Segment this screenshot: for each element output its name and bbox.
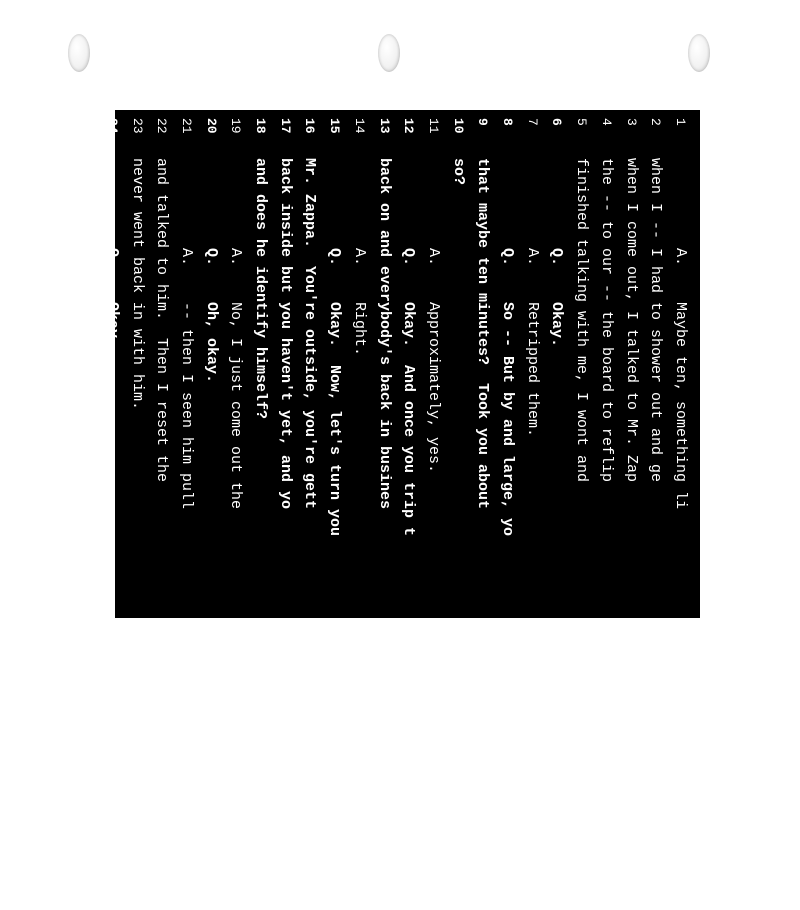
line-text: Q. Okay.	[103, 158, 121, 348]
transcript-line	[545, 110, 569, 910]
transcript-line	[619, 110, 643, 910]
transcript-line	[125, 110, 149, 910]
punch-hole-left	[68, 34, 90, 72]
line-number: 18	[253, 118, 269, 134]
line-text: when I come out, I talked to Mr. Zap	[622, 158, 640, 483]
punch-hole-right	[688, 34, 710, 72]
transcript-line	[273, 110, 297, 910]
line-text: when I -- I had to shower out and ge	[647, 158, 665, 483]
line-text: A. Right.	[350, 158, 368, 357]
line-text: Mr. Zappa. You're outside, you're gett	[301, 158, 319, 510]
transcript-line	[248, 110, 272, 910]
line-number: 15	[327, 118, 343, 134]
line-text: Q. Oh, okay.	[202, 158, 220, 384]
transcript-line	[372, 110, 396, 910]
transcript-line	[569, 110, 593, 910]
line-number: 1	[673, 118, 688, 126]
line-number: 23	[129, 118, 145, 134]
line-text: that maybe ten minutes? Took you about	[474, 158, 492, 510]
punch-hole-center	[378, 34, 400, 72]
transcript-line	[668, 110, 692, 910]
line-number: 4	[598, 118, 614, 126]
transcript-line	[421, 110, 445, 910]
transcript-line	[298, 110, 322, 910]
transcript-line	[446, 110, 470, 910]
transcript-line	[470, 110, 494, 910]
line-text: A. Maybe ten, something li	[672, 158, 689, 510]
transcript-line	[199, 110, 223, 910]
line-text: so?	[449, 158, 467, 186]
line-number: 11	[426, 118, 441, 134]
line-text: Q. Okay.	[548, 158, 566, 348]
line-text: and talked to him. Then I reset the	[153, 158, 171, 483]
line-text: finished talking with me, I wont and	[573, 158, 591, 483]
line-number: 19	[228, 118, 244, 134]
transcript-page	[103, 110, 700, 618]
line-number: 5	[574, 118, 590, 126]
transcript-line	[223, 110, 247, 910]
transcript-line	[149, 110, 173, 910]
line-number: 9	[475, 118, 491, 126]
line-text: back inside but you haven't yet, and yo	[276, 158, 294, 510]
line-number: 2	[648, 118, 664, 126]
line-number: 6	[549, 118, 565, 126]
transcript-line	[594, 110, 618, 910]
line-text: back on and everybody's back in busines	[375, 158, 393, 510]
line-number: 22	[154, 118, 170, 134]
transcript-line	[396, 110, 420, 910]
line-text: the -- to our -- the board to reflip	[597, 158, 615, 483]
line-number: 20	[203, 118, 219, 134]
line-text: Q. Okay. And once you trip t	[400, 158, 418, 537]
line-number: 3	[623, 118, 639, 126]
transcript-line	[495, 110, 519, 910]
line-text: A. No, I just come out the	[227, 158, 245, 510]
line-text: A. Approximately, yes.	[425, 158, 442, 474]
line-text: Q. Okay. Now, let's turn you	[326, 158, 344, 537]
transcript-line	[520, 110, 544, 910]
line-number: 16	[302, 118, 318, 134]
line-number: 21	[179, 118, 194, 134]
line-text: Q. So -- But by and large, yo	[499, 158, 517, 537]
line-text: and does he identify himself?	[252, 158, 270, 420]
transcript-line	[347, 110, 371, 910]
line-number: 12	[401, 118, 417, 134]
line-text: A. Retripped them.	[523, 158, 541, 438]
line-number: 13	[376, 118, 392, 134]
line-number: 7	[524, 118, 540, 126]
line-text: A. -- then I seen him pull	[178, 158, 195, 510]
transcript-line	[100, 110, 124, 910]
rotated-transcript-text	[103, 110, 700, 618]
line-number: 14	[351, 118, 367, 134]
transcript-line	[174, 110, 198, 910]
line-number: 8	[500, 118, 516, 126]
transcript-line	[643, 110, 667, 910]
line-text: never went back in with him.	[128, 158, 146, 411]
line-number: 17	[277, 118, 293, 134]
line-number: 24	[104, 118, 120, 134]
line-number: 10	[450, 118, 466, 134]
transcript-line	[322, 110, 346, 910]
